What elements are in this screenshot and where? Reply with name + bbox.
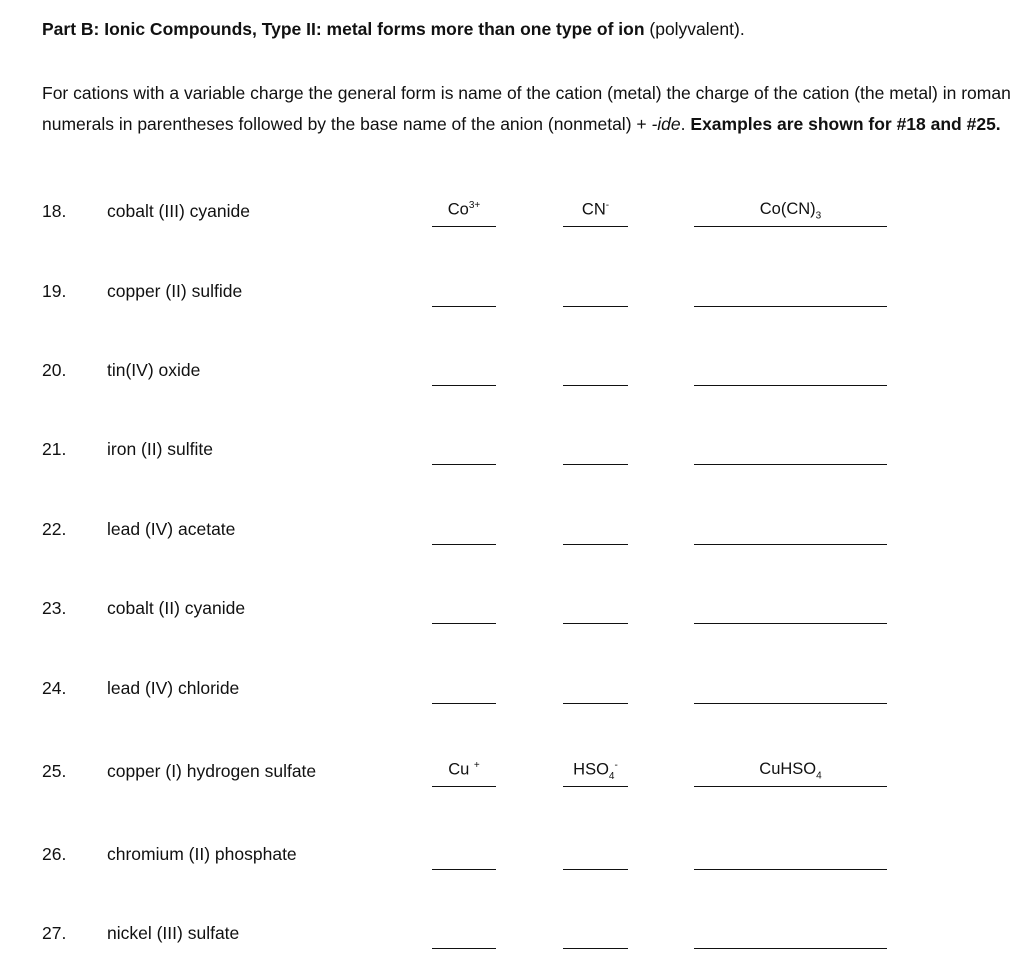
cation-blank[interactable] [432, 445, 496, 465]
formula-blank[interactable] [694, 850, 887, 870]
anion-blank[interactable] [563, 850, 628, 870]
question-row [0, 761, 1024, 791]
cation-blank[interactable] [432, 604, 496, 624]
question-number: 18. [42, 201, 67, 221]
formula-blank[interactable] [694, 366, 887, 386]
cation-blank[interactable] [432, 366, 496, 386]
compound-name: lead (IV) acetate [107, 519, 236, 539]
compound-name: iron (II) sulfite [107, 439, 213, 459]
question-number: 22. [42, 519, 67, 539]
compound-name: nickel (III) sulfate [107, 923, 240, 943]
question-row [0, 923, 1024, 953]
formula-answer: $Co(CN)_3$ [759, 200, 822, 222]
question-number: 25. [42, 761, 67, 781]
compound-name: lead (IV) chloride [107, 678, 240, 698]
formula-blank[interactable] [694, 445, 887, 465]
question-row [0, 360, 1024, 390]
intro-text-1: For cations with a variable charge the general form is name of the cation (metal) the charge of the cation (the metal) in roman numerals in parentheses followed by the base name of the anion (nonmetal) + [42, 83, 1011, 134]
question-number: 26. [42, 844, 67, 864]
cation-answer: Cu + [448, 760, 480, 779]
question-number: 24. [42, 678, 67, 698]
cation-blank[interactable] [432, 929, 496, 949]
compound-name: cobalt (III) cyanide [107, 201, 250, 221]
anion-blank[interactable] [563, 684, 628, 704]
section-heading [42, 19, 745, 40]
cation-blank[interactable] [432, 287, 496, 307]
compound-name: chromium (II) phosphate [107, 844, 297, 864]
intro-text-2: . [680, 114, 691, 134]
intro-bold: Examples are shown for #18 and #25. [690, 114, 1001, 134]
cation-blank[interactable] [432, 525, 496, 545]
anion-blank[interactable] [563, 604, 628, 624]
intro-italic: -ide [651, 114, 681, 134]
instructions-paragraph [42, 78, 1017, 140]
anion-answer: CN- [581, 200, 610, 219]
question-row [0, 281, 1024, 311]
question-number: 21. [42, 439, 67, 459]
compound-name: copper (II) sulfide [107, 281, 243, 301]
anion-blank[interactable] [563, 287, 628, 307]
question-row [0, 844, 1024, 874]
formula-blank[interactable] [694, 287, 887, 307]
anion-answer: $HSO_4^-$ [573, 760, 618, 782]
anion-blank[interactable] [563, 445, 628, 465]
question-number: 27. [42, 923, 67, 943]
cation-blank[interactable] [432, 850, 496, 870]
compound-name: tin(IV) oxide [107, 360, 201, 380]
anion-blank[interactable] [563, 929, 628, 949]
formula-blank[interactable] [694, 604, 887, 624]
formula-blank[interactable] [694, 929, 887, 949]
anion-blank[interactable] [563, 525, 628, 545]
heading-bold: Part B: Ionic Compounds, Type II: metal forms more than one type of ion [42, 19, 645, 39]
cation-blank[interactable] [432, 684, 496, 704]
question-number: 23. [42, 598, 67, 618]
question-row [0, 678, 1024, 708]
question-row [0, 598, 1024, 628]
formula-blank[interactable] [694, 684, 887, 704]
question-number: 19. [42, 281, 67, 301]
question-number: 20. [42, 360, 67, 380]
question-row [0, 201, 1024, 231]
formula-answer: CuHSO$_4$ [759, 760, 822, 782]
heading-normal: (polyvalent). [644, 19, 745, 39]
compound-name: cobalt (II) cyanide [107, 598, 246, 618]
compound-name: copper (I) hydrogen sulfate [107, 761, 317, 781]
formula-blank[interactable] [694, 525, 887, 545]
question-row [0, 519, 1024, 549]
question-row [0, 439, 1024, 469]
cation-answer: $Co^{3+}$ [447, 200, 481, 219]
anion-blank[interactable] [563, 366, 628, 386]
